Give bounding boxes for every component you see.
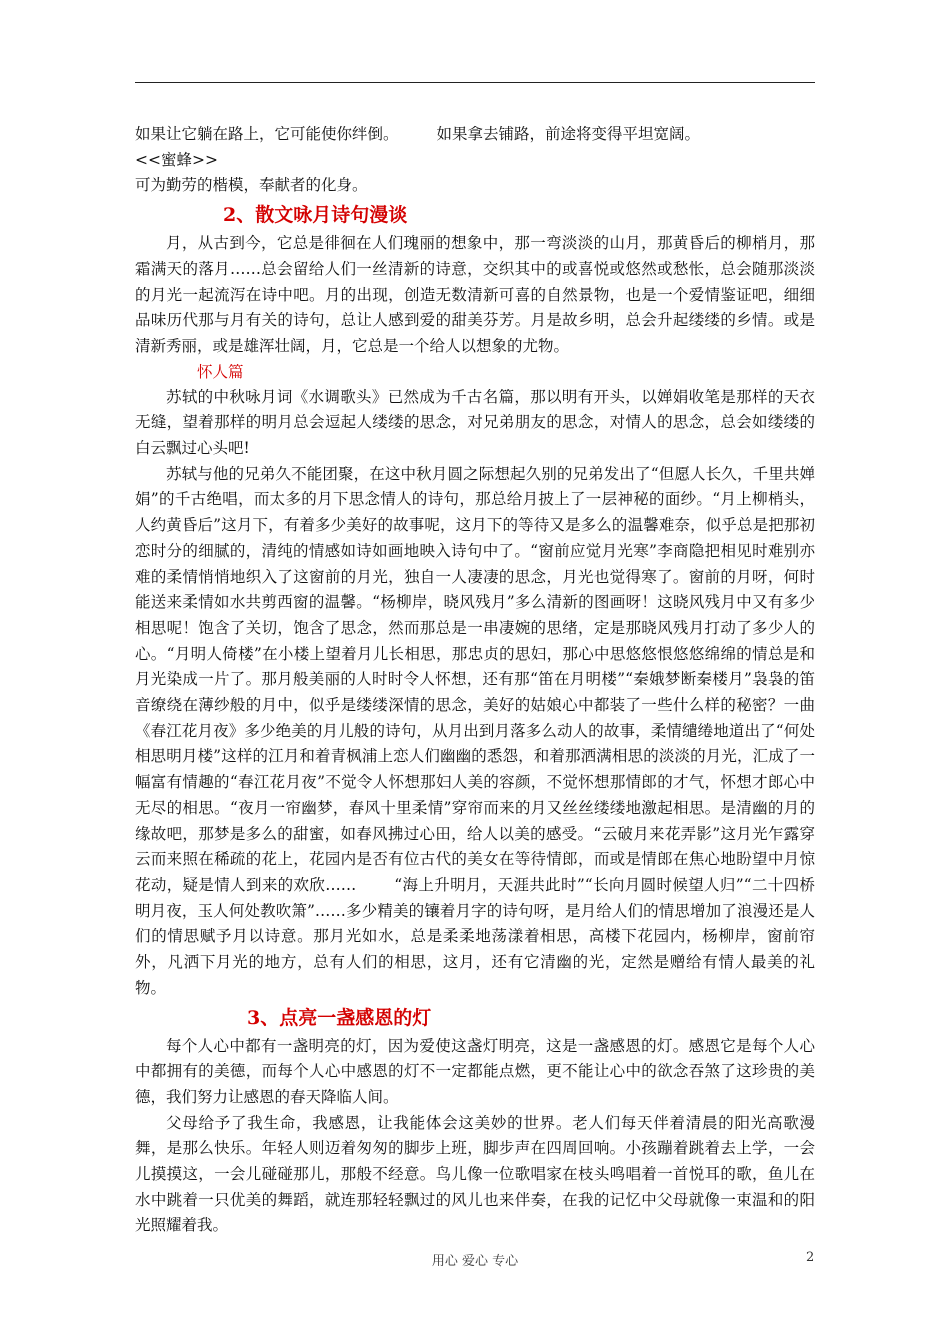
proverb-part-2: 如果拿去铺路，前途将变得平坦宽阔。	[436, 125, 701, 143]
footer-motto: 用心 爱心 专心	[431, 1254, 519, 1269]
section-2-paragraph-2-body: 苏轼与他的兄弟久不能团聚，在这中秋月圆之际想起久别的兄弟发出了“但愿人长久，千里共婵娟”的千古绝唱，而太多的月下思念情人的诗句，那总给月披上了一层神秘的面纱。“月上柳梢头，人约黄昏后”这月下，有着多少美好的故事呢，这月下的等待又是多么的温馨难奈，似乎总是把那初恋时分的细腻的，清纯的情感如诗如画地映入诗句中了。“窗前应觉月光寒”李商隐把相见时难别亦难的柔情悄悄地织入了这窗前的月光，独自一人凄凄的思念，月光也觉得寒了。窗前的月呀，何时能送来柔情如水共剪西窗的温馨。“杨柳岸，晓风残月”多么清新的图画呀！这晓风残月中又有多少相思呢！饱含了关切，饱含了思念，然而那总是一串凄婉的思绪，定是那晓风残月打动了多少人的心。“月明人倚楼”在小楼上望着月儿长相思，那忠贞的思妇，那心中思悠悠恨悠悠绵绵的情总是和月光染成一片了。那月般美丽的人时时令人怀想，还有那“笛在月明楼”“秦娥梦断秦楼月”袅袅的笛音缭绕在薄纱般的月中，似乎是缕缕深情的思念，美好的姑娘心中都装了一些什么样的秘密？一曲《春江花月夜》多少绝美的月儿般的诗句，从月出到月落多么动人的故事，柔情缱绻地道出了“何处相思明月楼”这样的江月和着青枫浦上恋人们幽幽的悉怨，和着那洒满相思的淡淡的月光，汇成了一幅富有情趣的“春江花月夜”不觉令人怀想那妇人美的容颜，不觉怀想那情郎的才气，怀想才郎心中无尽的相思。“夜月一帘幽梦，春风十里柔情”穿帘而来的月又丝丝缕缕地激起相思。是清幽的月的缘故吧，那梦是多么的甜蜜，如春风拂过心田，给人以美的感受。“云破月来花弄影”这月光乍露穿云而来照在稀疏的花上，花园内是否有位古代的美女在等待情郎，而或是情郎在焦心地盼望中月惊花动，疑是情人到来的欢欣……	[135, 464, 815, 894]
section-2-paragraph-1: 苏轼的中秋咏月词《水调歌头》已然成为千古名篇，那以明有开头，以婵娟收笔是那样的天衣无缝，望着那样的明月总会逗起人缕缕的思念，对兄弟朋友的思念，对情人的思念，总会如缕缕的白云飘过心头吧!	[135, 387, 815, 458]
document-body	[135, 122, 815, 1239]
bee-title: <<蜜蜂>>	[135, 150, 218, 169]
page-number: 2	[806, 1250, 815, 1265]
header-rule	[135, 82, 815, 83]
section-2-heading: 2、散文咏月诗句漫谈	[223, 204, 408, 227]
bee-text: 可为勤劳的楷模，奉献者的化身。	[135, 176, 368, 195]
proverb-part-1: 如果让它躺在路上，它可能使你绊倒。	[135, 125, 399, 143]
section-3-heading: 3、点亮一盏感恩的灯	[247, 1006, 432, 1029]
section-2-paragraph-2-tail: “海上升明月，天涯共此时”“长向月圆时候望人归”“二十四桥明月夜，玉人何处教吹箫”……多少精美的镶着月字的诗句呀，是月给人们的情思增加了浪漫还是人们的情思赋予月以诗意。那月光如水，总是柔柔地荡漾着相思，高楼下花园内，杨柳岸，窗前帘外，凡洒下月光的地方，总有人们的相思，这月，还有它清幽的光，定然是赠给有情人最美的礼物。	[135, 875, 815, 997]
section-2-subheading: 怀人篇	[197, 362, 244, 381]
section-3-paragraph-2: 父母给予了我生命，我感恩，让我能体会这美妙的世界。老人们每天伴着清晨的阳光高歌漫舞，是那么快乐。年轻人则迈着匆匆的脚步上班，脚步声在四周回响。小孩蹦着跳着去上学，一会儿摸摸这，一会儿碰碰那儿，那般不经意。鸟儿像一位歌唱家在枝头鸣唱着一首悦耳的歌，鱼儿在水中跳着一只优美的舞蹈，就连那轻轻飘过的风儿也来伴奏，在我的记忆中父母就像一束温和的阳光照耀着我。	[135, 1113, 815, 1235]
section-2-intro: 月，从古到今，它总是徘徊在人们瑰丽的想象中，那一弯淡淡的山月，那黄昏后的柳梢月，那霜满天的落月……总会留给人们一丝清新的诗意，交织其中的或喜悦或悠然或愁怅，总会随那淡淡的月光一起流泻在诗中吧。月的出现，创造无数清新可喜的自然景物，也是一个爱情鉴证吧，细细品味历代那与月有关的诗句，总让人感到爱的甜美芬芳。月是故乡明，总会升起缕缕的乡情。或是清新秀丽，或是雄浑壮阔，月，它总是一个给人以想象的尤物。	[135, 234, 815, 355]
proverb-line	[135, 122, 815, 148]
section-3-paragraph-1: 每个人心中都有一盏明亮的灯，因为爱使这盏灯明亮，这是一盏感恩的灯。感恩它是每个人心中都拥有的美德，而每个人心中感恩的灯不一定都能点燃，更不能让心中的欲念吞煞了这珍贵的美德，我们努力让感恩的春天降临人间。	[135, 1036, 815, 1106]
section-2-paragraph-2	[135, 462, 815, 1002]
